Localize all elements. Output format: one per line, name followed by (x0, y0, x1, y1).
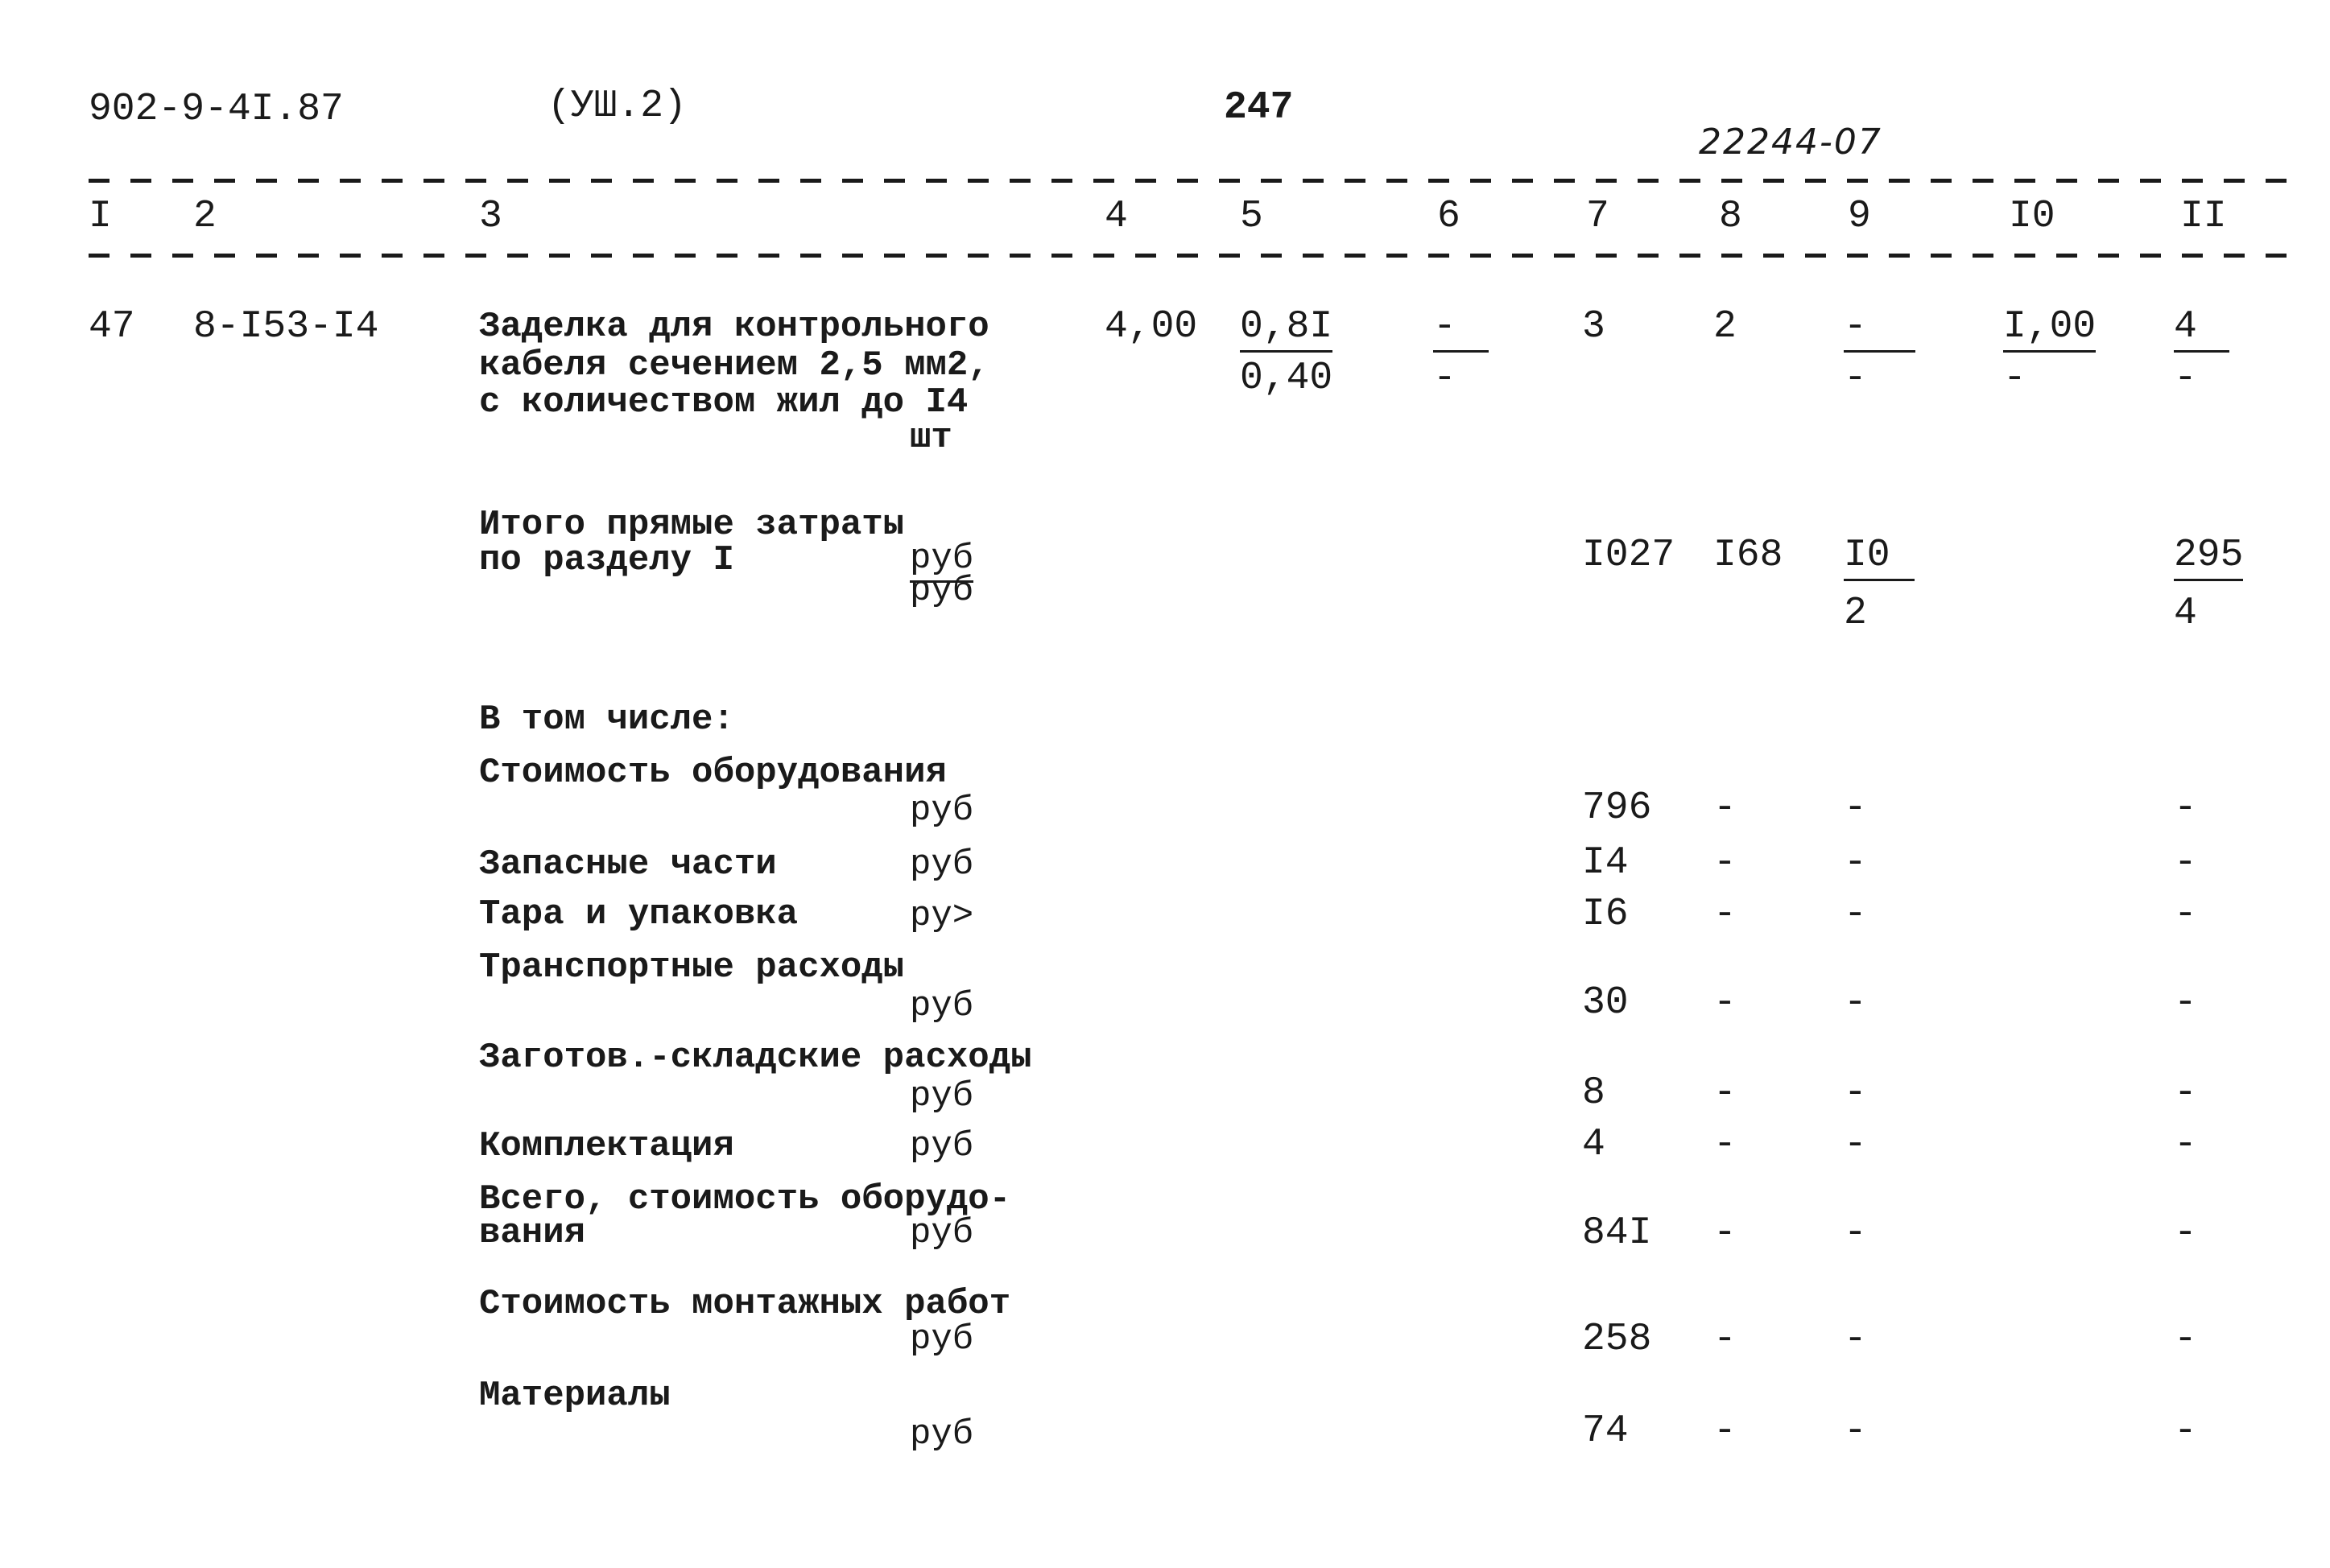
breakdown-label: Стоимость монтажных работ (479, 1284, 1011, 1324)
breakdown-label: Стоимость оборудования (479, 753, 947, 793)
breakdown-col9: - (1844, 1211, 1867, 1255)
item-description-line: Заделка для контрольного (479, 307, 989, 347)
breakdown-col8: - (1713, 1318, 1737, 1361)
column-header: 6 (1437, 195, 1460, 238)
breakdown-label: Тара и упаковка (479, 894, 799, 935)
item-code: 8-I53-I4 (193, 305, 379, 349)
breakdown-col8: - (1713, 1071, 1737, 1115)
breakdown-col9: - (1844, 841, 1867, 885)
item-col11-top: 4 (2174, 305, 2229, 353)
breakdown-label: Комплектация (479, 1126, 734, 1166)
breakdown-col11: - (2174, 841, 2197, 885)
breakdown-unit: руб (910, 1126, 974, 1166)
total-col11-top: 295 (2174, 534, 2243, 581)
item-description-line: с количеством жил до I4 (479, 382, 969, 423)
total-unit-top: руб (910, 538, 973, 583)
item-col11-bottom: - (2174, 357, 2197, 400)
page-number: 247 (1224, 86, 1294, 130)
breakdown-unit: руб (910, 1319, 974, 1360)
column-header: 4 (1105, 195, 1128, 238)
breakdown-col9: - (1844, 1409, 1867, 1453)
total-col11-bottom: 4 (2174, 592, 2197, 635)
item-col10-bottom: - (2003, 357, 2026, 400)
breakdown-col11: - (2174, 786, 2197, 830)
breakdown-unit: руб (910, 844, 974, 885)
breakdown-col7: 84I (1582, 1211, 1652, 1255)
breakdown-col11: - (2174, 981, 2197, 1025)
total-col9-bottom: 2 (1844, 592, 1867, 635)
breakdown-col11: - (2174, 1409, 2197, 1453)
breakdown-unit: руб (910, 790, 974, 831)
breakdown-col11: - (2174, 1071, 2197, 1115)
breakdown-col7: 4 (1582, 1123, 1605, 1166)
total-col9-top: I0 (1844, 534, 1915, 581)
column-header: 5 (1240, 195, 1263, 238)
total-label-line: по разделу I (479, 540, 734, 580)
breakdown-unit: руб (910, 1414, 974, 1455)
breakdown-unit: ру> (910, 896, 974, 936)
breakdown-col8: - (1713, 841, 1737, 885)
item-col7: 3 (1582, 305, 1605, 349)
breakdown-col8: - (1713, 893, 1737, 936)
breakdown-col9: - (1844, 893, 1867, 936)
column-header: I0 (2009, 195, 2055, 238)
breakdown-col8: - (1713, 981, 1737, 1025)
breakdown-unit: руб (910, 1213, 974, 1253)
breakdown-col7: 30 (1582, 981, 1629, 1025)
total-unit-bottom: руб (910, 571, 974, 611)
item-number: 47 (89, 305, 135, 349)
column-header: 2 (193, 195, 217, 238)
including-label: В том числе: (479, 699, 734, 740)
breakdown-col8: - (1713, 1123, 1737, 1166)
breakdown-col11: - (2174, 1211, 2197, 1255)
breakdown-col8: - (1713, 1409, 1737, 1453)
breakdown-col9: - (1844, 1071, 1867, 1115)
handwritten-code: 22244-07 (1699, 122, 1882, 163)
header-top-rule (89, 179, 2295, 183)
header-bottom-rule (89, 254, 2295, 258)
column-header: 7 (1586, 195, 1609, 238)
total-label-line: Итого прямые затраты (479, 505, 905, 545)
item-col6-top: - (1433, 305, 1489, 353)
item-col5-top: 0,8I (1240, 305, 1332, 353)
item-col4: 4,00 (1105, 305, 1198, 349)
column-header: II (2180, 195, 2227, 238)
item-col8: 2 (1713, 305, 1737, 349)
breakdown-col9: - (1844, 786, 1867, 830)
column-header: 8 (1719, 195, 1742, 238)
total-col7: I027 (1582, 534, 1675, 577)
item-col9-top: - (1844, 305, 1915, 353)
breakdown-col7: 258 (1582, 1318, 1652, 1361)
breakdown-col11: - (2174, 1123, 2197, 1166)
item-col10-top: I,00 (2003, 305, 2096, 353)
column-header: 3 (479, 195, 502, 238)
section-label: (УШ.2) (547, 85, 687, 128)
item-unit: шт (910, 418, 952, 458)
breakdown-unit: руб (910, 1076, 974, 1116)
breakdown-col9: - (1844, 1318, 1867, 1361)
item-col6-bottom: - (1433, 357, 1456, 400)
breakdown-col7: 8 (1582, 1071, 1605, 1115)
breakdown-label-continued: вания (479, 1213, 586, 1253)
breakdown-unit: руб (910, 986, 974, 1026)
column-header: I (89, 195, 112, 238)
document-code: 902-9-4I.87 (89, 88, 344, 131)
item-description-line: кабеля сечением 2,5 мм2, (479, 345, 989, 386)
item-col9-bottom: - (1844, 357, 1867, 400)
breakdown-col9: - (1844, 981, 1867, 1025)
breakdown-col7: I6 (1582, 893, 1629, 936)
breakdown-col9: - (1844, 1123, 1867, 1166)
breakdown-col11: - (2174, 1318, 2197, 1361)
breakdown-col7: 74 (1582, 1409, 1629, 1453)
breakdown-col8: - (1713, 786, 1737, 830)
breakdown-label: Материалы (479, 1376, 671, 1416)
breakdown-col7: 796 (1582, 786, 1652, 830)
total-col8: I68 (1713, 534, 1783, 577)
breakdown-label: Заготов.-складские расходы (479, 1038, 1032, 1078)
breakdown-label: Всего, стоимость оборудо- (479, 1179, 1011, 1219)
column-header: 9 (1848, 195, 1871, 238)
breakdown-col7: I4 (1582, 841, 1629, 885)
breakdown-col11: - (2174, 893, 2197, 936)
item-col5-bottom: 0,40 (1240, 357, 1333, 400)
breakdown-label: Транспортные расходы (479, 947, 905, 988)
breakdown-col8: - (1713, 1211, 1737, 1255)
breakdown-label: Запасные части (479, 844, 777, 885)
